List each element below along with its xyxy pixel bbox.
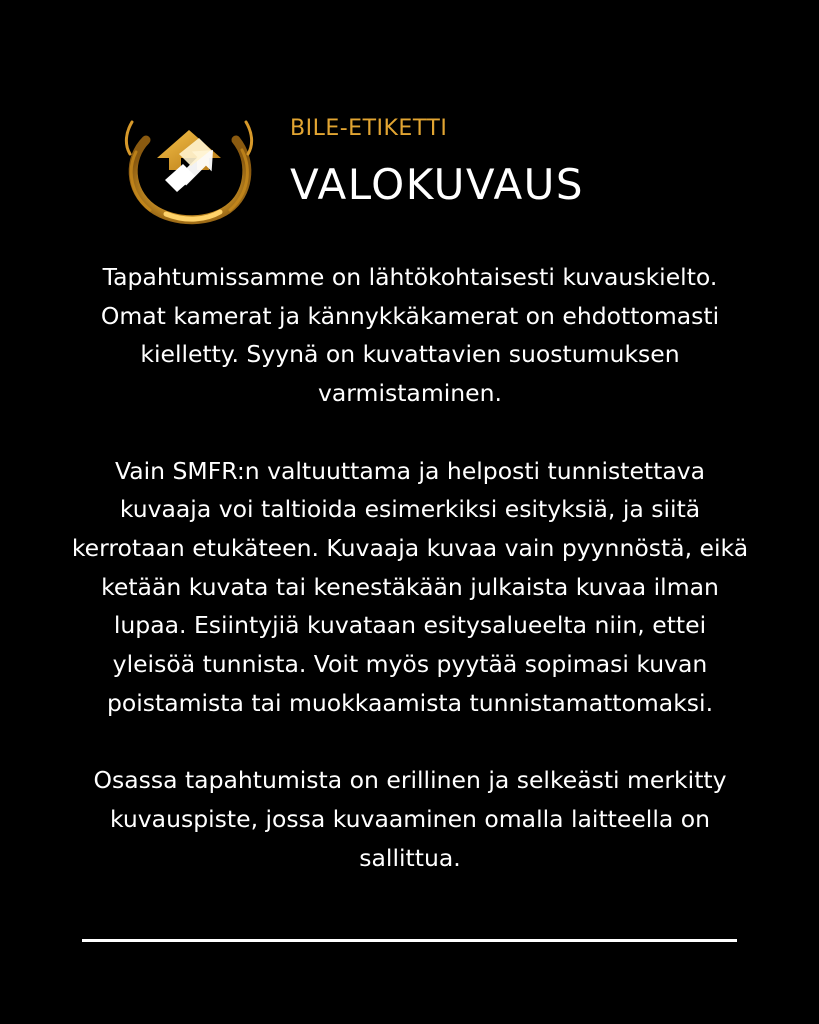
paragraph-photography-ban: Tapahtumissamme on lähtökohtaisesti kuvauskielto. Omat kamerat ja kännykkäkamerat on ehdottomasti kielletty. Syynä on kuvattavien suostumuksen varmistaminen. bbox=[100, 263, 720, 408]
body-text bbox=[70, 258, 750, 877]
paragraph-authorized-photographer: Vain SMFR:n valtuuttama ja helposti tunnistettava kuvaaja voi taltioida esimerkiksi esityksiä, ja siitä kerrotaan etukäteen. Kuvaaja kuvaa vain pyynnöstä, eikä ketään kuvata tai kenestäkään julkaista kuvaa ilman lupaa. Esiintyjiä kuvataan esitysalueelta niin, ettei yleisöä tunnista. Voit myös pyytää sopimasi kuvan poistamista tai muokkaamista tunnistamattomaksi. bbox=[71, 456, 749, 717]
section-subtitle: BILE-ETIKETTI bbox=[290, 116, 448, 141]
page-title: VALOKUVAUS bbox=[290, 160, 585, 209]
divider-line bbox=[82, 939, 737, 942]
header bbox=[110, 108, 710, 228]
gold-circle-arrows-logo bbox=[116, 110, 262, 226]
header-titles bbox=[290, 116, 585, 209]
paragraph-photo-point: Osassa tapahtumista on erillinen ja selkeästi merkitty kuvauspiste, jossa kuvaaminen omalla laitteella on sallittua. bbox=[93, 766, 727, 872]
